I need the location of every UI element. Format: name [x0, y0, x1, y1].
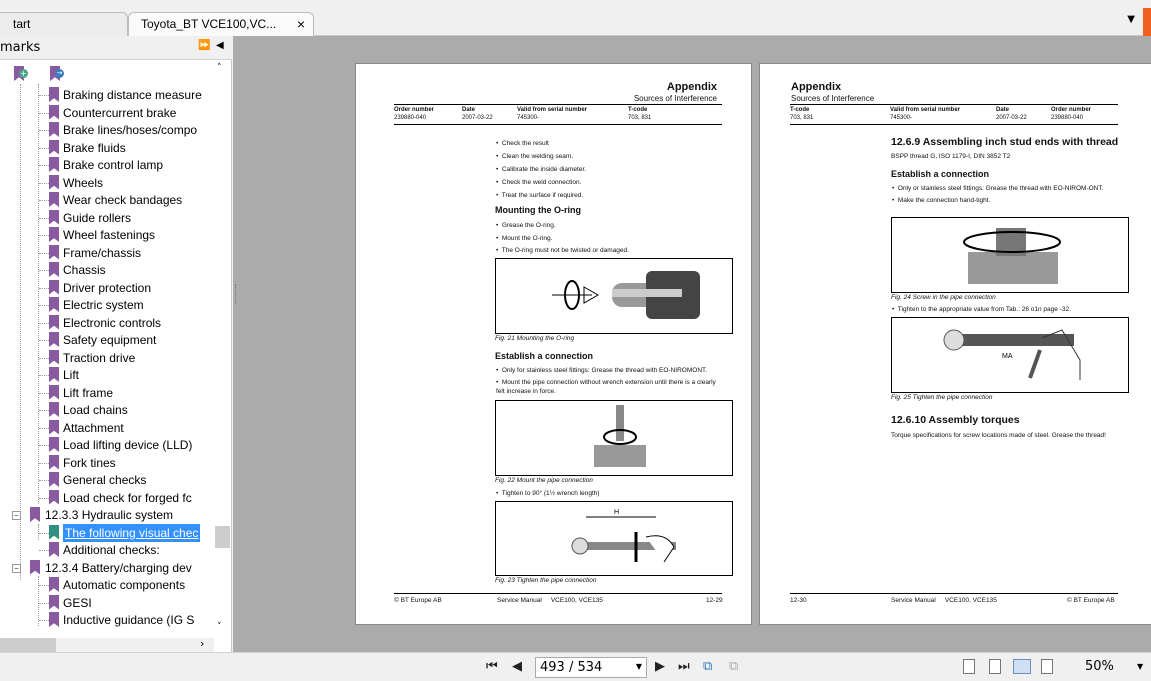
- figure-caption: Fig. 23 Tighten the pipe connection: [495, 577, 597, 584]
- tab-start[interactable]: [0, 12, 128, 36]
- bookmark-label: The following visual chec: [65, 525, 199, 540]
- text: Tighten to the appropriate value from Tab.: 26 o1n page -32.: [897, 306, 1071, 313]
- single-page-view-icon[interactable]: [963, 659, 975, 674]
- figure-caption: Fig. 25 Tighten the pipe connection: [891, 394, 993, 401]
- bookmark-item[interactable]: [0, 244, 214, 262]
- bookmark-label: Frame/chassis: [63, 245, 142, 260]
- text: 745300-: [890, 115, 913, 121]
- bookmark-icon: [49, 542, 59, 557]
- text: Treat the surface if required.: [501, 192, 584, 199]
- bookmark-icon: [49, 157, 59, 172]
- facing-view-icon[interactable]: [1013, 659, 1031, 674]
- bullet-list: • Grease the O-ring. • Mount the O-ring. • The O-ring must not be twisted or damaged.: [496, 222, 629, 254]
- tab-label: Toyota_BT VCE100,VC...: [141, 17, 277, 31]
- next-page-icon[interactable]: ▶: [655, 659, 665, 674]
- bookmark-item[interactable]: [0, 366, 214, 384]
- scroll-up-icon[interactable]: ˄: [217, 63, 222, 73]
- bookmarks-title: marks: [0, 40, 41, 55]
- meta-date: [462, 106, 493, 122]
- bookmark-icon: [49, 122, 59, 137]
- body-text: BSPP thread G, ISO 1179-I, DIN 3852 T2: [891, 153, 1011, 160]
- footer-middle: Service Manual VCE100, VCE135: [891, 597, 997, 604]
- bookmark-icon: [49, 490, 59, 505]
- wrench-label: MA: [1002, 353, 1013, 360]
- bookmark-item[interactable]: [0, 594, 214, 612]
- bookmark-label: GESI: [63, 595, 92, 610]
- page-header-subtitle: Sources of Interference: [633, 94, 717, 103]
- text: T-code: [790, 107, 810, 113]
- bookmark-label: Wheels: [63, 175, 104, 190]
- text: Check the weld connection.: [501, 179, 582, 186]
- footer-right: © BT Europe AB: [1067, 597, 1115, 604]
- bookmark-label: Wheel fastenings: [63, 228, 156, 242]
- bookmark-label: Countercurrent brake: [63, 105, 177, 120]
- bookmark-item[interactable]: [0, 86, 214, 104]
- bookmark-label: Wear check bandages: [63, 193, 183, 207]
- bookmark-icon: [49, 105, 59, 120]
- bookmark-label: Brake lines/hoses/compo: [63, 123, 198, 137]
- add-bookmark-icon[interactable]: +: [14, 66, 28, 82]
- bookmark-icon: [49, 472, 59, 487]
- bookmark-label: Chassis: [63, 263, 106, 277]
- bookmark-label: Electronic controls: [63, 315, 162, 330]
- bookmark-icon: [49, 595, 59, 610]
- go-forward-view-icon[interactable]: ⧉: [729, 659, 739, 674]
- bullet-list: • Only for stainless steel fittings: Grease the thread with EO-NIROMONT. • Mount the pipe connection without wrench extension until there is a clearly felt increase in force.: [496, 367, 716, 395]
- text: Make the connection hand-tight.: [897, 197, 991, 204]
- bookmark-label: Electric system: [63, 298, 144, 312]
- bookmark-item[interactable]: [0, 314, 214, 332]
- collapse-toggle-icon[interactable]: −: [12, 564, 21, 573]
- body-text: Torque specifications for screw locations made of steel. Grease the thread!: [891, 432, 1106, 439]
- page-header-title: Appendix: [791, 81, 842, 93]
- bookmarks-panel: [0, 36, 232, 652]
- bookmark-icon: [49, 87, 59, 102]
- section-heading: Mounting the O-ring: [495, 205, 581, 215]
- bookmark-icon: [49, 262, 59, 277]
- bookmark-item[interactable]: [0, 261, 214, 279]
- bookmark-label: Traction drive: [63, 350, 136, 365]
- collapse-toggle-icon[interactable]: −: [12, 511, 21, 520]
- section-heading: 12.6.9 Assembling inch stud ends with thread: [891, 136, 1119, 148]
- text: Mount the O-ring.: [501, 234, 553, 242]
- text: Only for stainless steel fittings: Grease the thread with EO-NIROMONT.: [501, 367, 708, 374]
- text: Valid from serial number: [517, 107, 588, 113]
- bookmark-label: Automatic components: [63, 578, 186, 592]
- bookmark-item[interactable]: [0, 559, 214, 577]
- text: Tighten to 90° (1½ wrench length): [501, 490, 600, 497]
- bookmark-label: Brake control lamp: [63, 158, 164, 172]
- zoom-dropdown-icon[interactable]: ▼: [1137, 662, 1144, 671]
- bullet-item: • Tighten to the appropriate value from Tab.: 26 o1n page -32.: [892, 306, 1071, 313]
- figure-caption: Fig. 21 Mounting the O-ring: [495, 335, 575, 342]
- text: 2007-03-22: [996, 115, 1027, 121]
- meta-serial: [517, 106, 587, 122]
- first-page-icon[interactable]: ⏮: [486, 659, 498, 674]
- document-viewer[interactable]: [233, 36, 1151, 652]
- bookmark-item[interactable]: [0, 454, 214, 472]
- bookmark-icon: [49, 420, 59, 435]
- figure-screw-pipe: [891, 217, 1129, 293]
- bookmark-item[interactable]: [0, 279, 214, 297]
- expand-panel-icon[interactable]: ⏩: [198, 40, 211, 51]
- footer-left: © BT Europe AB: [394, 597, 442, 604]
- bookmark-icon: [49, 227, 59, 242]
- scroll-right-icon[interactable]: ›: [200, 637, 205, 650]
- bookmark-item[interactable]: [0, 174, 214, 192]
- bullet-list: • Check the result • Clean the welding seam. • Calibrate the inside diameter. • Check the weld connection. • Treat the surface if required.: [496, 140, 587, 199]
- bookmark-item[interactable]: [0, 209, 214, 227]
- bookmark-label: 12.3.4 Battery/charging dev: [45, 560, 192, 575]
- text: Order number: [394, 107, 435, 113]
- bookmark-item[interactable]: [0, 576, 214, 594]
- tab-document[interactable]: [128, 12, 314, 36]
- text: Clean the welding seam.: [501, 153, 574, 160]
- pdf-page-right: [759, 63, 1151, 625]
- bookmark-icon: [49, 315, 59, 330]
- text: The O-ring must not be twisted or damaged.: [501, 247, 629, 254]
- figure-tighten-pipe: [495, 501, 733, 576]
- bookmark-icon: [49, 175, 59, 190]
- bookmark-item[interactable]: [0, 156, 214, 174]
- bookmark-item[interactable]: [0, 524, 214, 542]
- bookmark-item[interactable]: [0, 471, 214, 489]
- bookmark-item[interactable]: [0, 419, 214, 437]
- continuous-facing-view-icon[interactable]: [1041, 659, 1053, 674]
- bookmark-item[interactable]: [0, 104, 214, 122]
- text: 2007-03-22: [462, 115, 493, 121]
- bookmark-label: Attachment: [63, 420, 124, 435]
- bookmark-icon: [49, 297, 59, 312]
- tab-menu-dropdown-icon[interactable]: ▼: [1127, 14, 1135, 25]
- bookmark-icon: [49, 385, 59, 400]
- bookmark-label: Fork tines: [63, 455, 116, 470]
- meta-order: [394, 106, 434, 122]
- section-heading: Establish a connection: [891, 169, 990, 179]
- text: 745300-: [517, 115, 540, 121]
- section-heading: 12.6.10 Assembly torques: [891, 414, 1020, 426]
- app-accent-edge: [1143, 8, 1151, 36]
- figure-oring: [495, 258, 733, 334]
- tab-bar: [0, 0, 1151, 36]
- bookmark-item[interactable]: [0, 121, 214, 139]
- close-tab-icon[interactable]: ×: [296, 16, 305, 32]
- bookmark-item[interactable]: [0, 611, 214, 629]
- text: Order number: [1051, 107, 1092, 113]
- bookmark-label: Load check for forged fc: [63, 490, 192, 505]
- zoom-level[interactable]: 50%: [1085, 659, 1114, 674]
- meta-tcode: [628, 106, 651, 122]
- pdf-page-left: [355, 63, 752, 625]
- text: 493 / 534: [540, 660, 603, 675]
- bottom-toolbar: [0, 652, 1151, 681]
- go-to-bookmark-icon[interactable]: →: [50, 66, 64, 82]
- bookmark-icon: [49, 332, 59, 347]
- footer-middle: Service Manual VCE100, VCE135: [497, 597, 603, 604]
- bookmark-label: Lift: [63, 368, 80, 382]
- bookmark-label: Load lifting device (LLD): [63, 438, 193, 452]
- chevron-down-icon: ▼: [635, 662, 642, 671]
- bookmarks-header: [0, 36, 232, 60]
- bookmark-item[interactable]: [0, 139, 214, 157]
- scrollbar-thumb[interactable]: [215, 526, 230, 548]
- text: 239880-040: [394, 115, 427, 121]
- bookmark-icon: [49, 192, 59, 207]
- bookmark-icon: [49, 280, 59, 295]
- bookmark-label: Driver protection: [63, 280, 152, 295]
- bookmark-item[interactable]: [0, 226, 214, 244]
- bookmark-item[interactable]: [0, 384, 214, 402]
- bookmark-icon: [49, 245, 59, 260]
- text: Date: [996, 107, 1010, 113]
- text: Grease the O-ring.: [501, 222, 556, 229]
- bullet-list: • Only or stainless steel fittings: Grease the thread with EO-NIROM-ONT. • Make the connection hand-tight.: [892, 185, 1104, 204]
- bookmark-label: Load chains: [63, 403, 128, 417]
- bookmark-label: Brake fluids: [63, 140, 126, 155]
- text: 703, 831: [628, 115, 652, 121]
- text: T-code: [628, 107, 648, 113]
- collapse-panel-icon[interactable]: ◀: [216, 40, 224, 51]
- bookmark-item[interactable]: [0, 436, 214, 454]
- bullet-item: • Tighten to 90° (1½ wrench length): [496, 490, 600, 497]
- text: Calibrate the inside diameter.: [501, 166, 587, 173]
- bookmark-label: Additional checks:: [63, 543, 160, 557]
- tab-label: tart: [13, 17, 31, 31]
- text: 239880-040: [1051, 115, 1084, 121]
- bookmark-label: Braking distance measure: [63, 88, 202, 102]
- bookmark-icon: [49, 577, 59, 592]
- bookmark-icon: [30, 560, 40, 575]
- page-number-input[interactable]: [535, 657, 647, 678]
- bookmark-icon: [49, 140, 59, 155]
- bookmark-icon: [49, 455, 59, 470]
- previous-page-icon[interactable]: ◀: [512, 659, 522, 674]
- scroll-down-icon[interactable]: ˅: [217, 622, 222, 632]
- bookmark-item[interactable]: [0, 489, 214, 507]
- bookmark-item[interactable]: [0, 296, 214, 314]
- bookmark-item[interactable]: [0, 331, 214, 349]
- last-page-icon[interactable]: ⏭: [678, 659, 690, 674]
- figure-tighten-wrench: [891, 317, 1129, 393]
- bookmark-icon: [49, 437, 59, 452]
- go-back-view-icon[interactable]: ⧉: [703, 659, 713, 674]
- horizontal-scrollbar-thumb[interactable]: [0, 638, 56, 652]
- bookmark-label: Safety equipment: [63, 333, 157, 347]
- bookmark-icon: [49, 402, 59, 417]
- figure-mount-pipe: [495, 400, 733, 476]
- section-heading: Establish a connection: [495, 351, 594, 361]
- bookmark-label: General checks: [63, 473, 147, 487]
- bookmark-label: 12.3.3 Hydraulic system: [45, 508, 174, 522]
- page-header-title: Appendix: [666, 81, 717, 93]
- continuous-view-icon[interactable]: [989, 659, 1001, 674]
- vertical-scrollbar[interactable]: [215, 62, 230, 636]
- page-number: 12-29: [706, 597, 723, 604]
- page-header-subtitle: Sources of Interference: [791, 94, 875, 103]
- panel-splitter[interactable]: [235, 284, 236, 304]
- figure-caption: Fig. 22 Mount the pipe connection: [495, 477, 593, 484]
- page-number: 12-30: [790, 597, 807, 604]
- text: Valid from serial number: [890, 107, 961, 113]
- bookmark-icon: [30, 507, 40, 522]
- text: Mount the pipe connection without wrench extension until there is a clearly felt increase in force.: [496, 379, 716, 395]
- bookmark-label: Guide rollers: [63, 210, 132, 225]
- text: Check the result: [501, 140, 549, 147]
- bookmark-icon: [49, 210, 59, 225]
- bookmark-item[interactable]: [0, 401, 214, 419]
- bookmark-item[interactable]: [0, 541, 214, 559]
- text: 703, 831: [790, 115, 814, 121]
- bookmark-icon: [49, 612, 59, 627]
- bookmark-label: Inductive guidance (IG S: [63, 613, 195, 627]
- bookmark-icon: [49, 525, 59, 540]
- bookmark-item[interactable]: [0, 191, 214, 209]
- bookmark-label: Lift frame: [63, 385, 114, 400]
- bookmark-icon: [49, 367, 59, 382]
- bookmark-item[interactable]: [0, 506, 214, 524]
- text: Only or stainless steel fittings: Grease the thread with EO-NIROM-ONT.: [897, 185, 1104, 192]
- figure-dimension-label: H: [614, 509, 620, 516]
- figure-caption: Fig. 24 Screw in the pipe connection: [891, 294, 996, 301]
- bookmark-item[interactable]: [0, 349, 214, 367]
- text: Date: [462, 107, 476, 113]
- bookmark-icon: [49, 350, 59, 365]
